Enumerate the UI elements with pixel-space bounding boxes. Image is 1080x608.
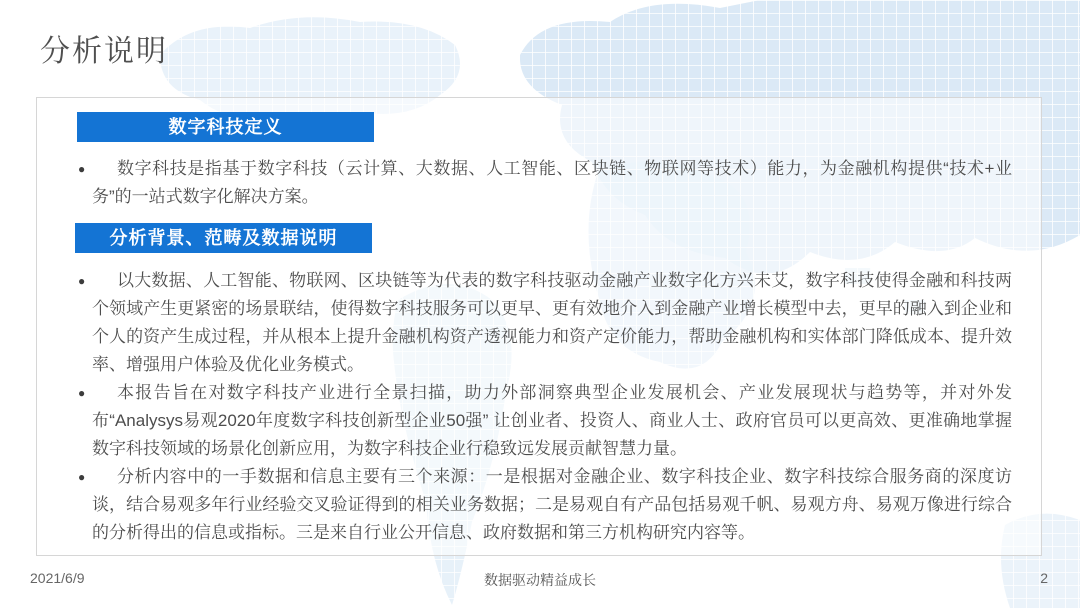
- bullet-text: 分析内容中的一手数据和信息主要有三个来源：一是根据对金融企业、数字科技企业、数字科技综合服务商的深度访谈，结合易观多年行业经验交叉验证得到的相关业务数据；二是易观自有产品包括易观千帆、易观方舟、易观万像进行综合的分析得出的信息或指标。三是来自行业公开信息、政府数据和第三方机构研究内容等。: [92, 467, 1012, 542]
- content-card: [36, 97, 1042, 556]
- footer-slogan: 数据驱动精益成长: [484, 572, 596, 588]
- bullet-text: 数字科技是指基于数字科技（云计算、大数据、人工智能、区块链、物联网等技术）能力，为金融机构提供“技术+业务”的一站式数字化解决方案。: [92, 159, 1012, 206]
- bullet-text: 以大数据、人工智能、物联网、区块链等为代表的数字科技驱动金融产业数字化方兴未艾，数字科技使得金融和科技两个领域产生更紧密的场景联结，使得数字科技服务可以更早、更有效地介入到金融产业增长模型中去，更早的融入到企业和个人的资产生成过程，并从根本上提升金融机构资产透视能力和资产定价能力，帮助金融机构和实体部门降低成本、提升效率、增强用户体验及优化业务模式。: [92, 271, 1012, 374]
- bullet-item: [78, 379, 1012, 463]
- page-title: 分析说明: [40, 35, 168, 68]
- bullet-item: [78, 463, 1012, 547]
- bullet-item: [78, 155, 1012, 211]
- bullet-item: [78, 267, 1012, 379]
- definition-bullets: [78, 155, 1012, 211]
- footer-page-number: 2: [1040, 570, 1048, 586]
- bullet-text: 本报告旨在对数字科技产业进行全景扫描，助力外部洞察典型企业发展机会、产业发展现状与趋势等，并对外发布“Analysys易观2020年度数字科技创新型企业50强” 让创业者、投资人、商业人士、政府官员可以更高效、更准确地掌握数字科技领域的场景化创新应用，为数字科技企业行稳致远发展贡献智慧力量。: [92, 383, 1012, 458]
- bullet-dot-icon: ●: [78, 386, 86, 400]
- bullet-dot-icon: ●: [78, 162, 86, 176]
- section-header-definition: 数字科技定义: [77, 112, 374, 142]
- section-header-background: 分析背景、范畴及数据说明: [75, 223, 372, 253]
- bullet-dot-icon: ●: [78, 274, 86, 288]
- bullet-dot-icon: ●: [78, 470, 86, 484]
- footer-date: 2021/6/9: [30, 570, 85, 586]
- background-bullets: [78, 267, 1012, 547]
